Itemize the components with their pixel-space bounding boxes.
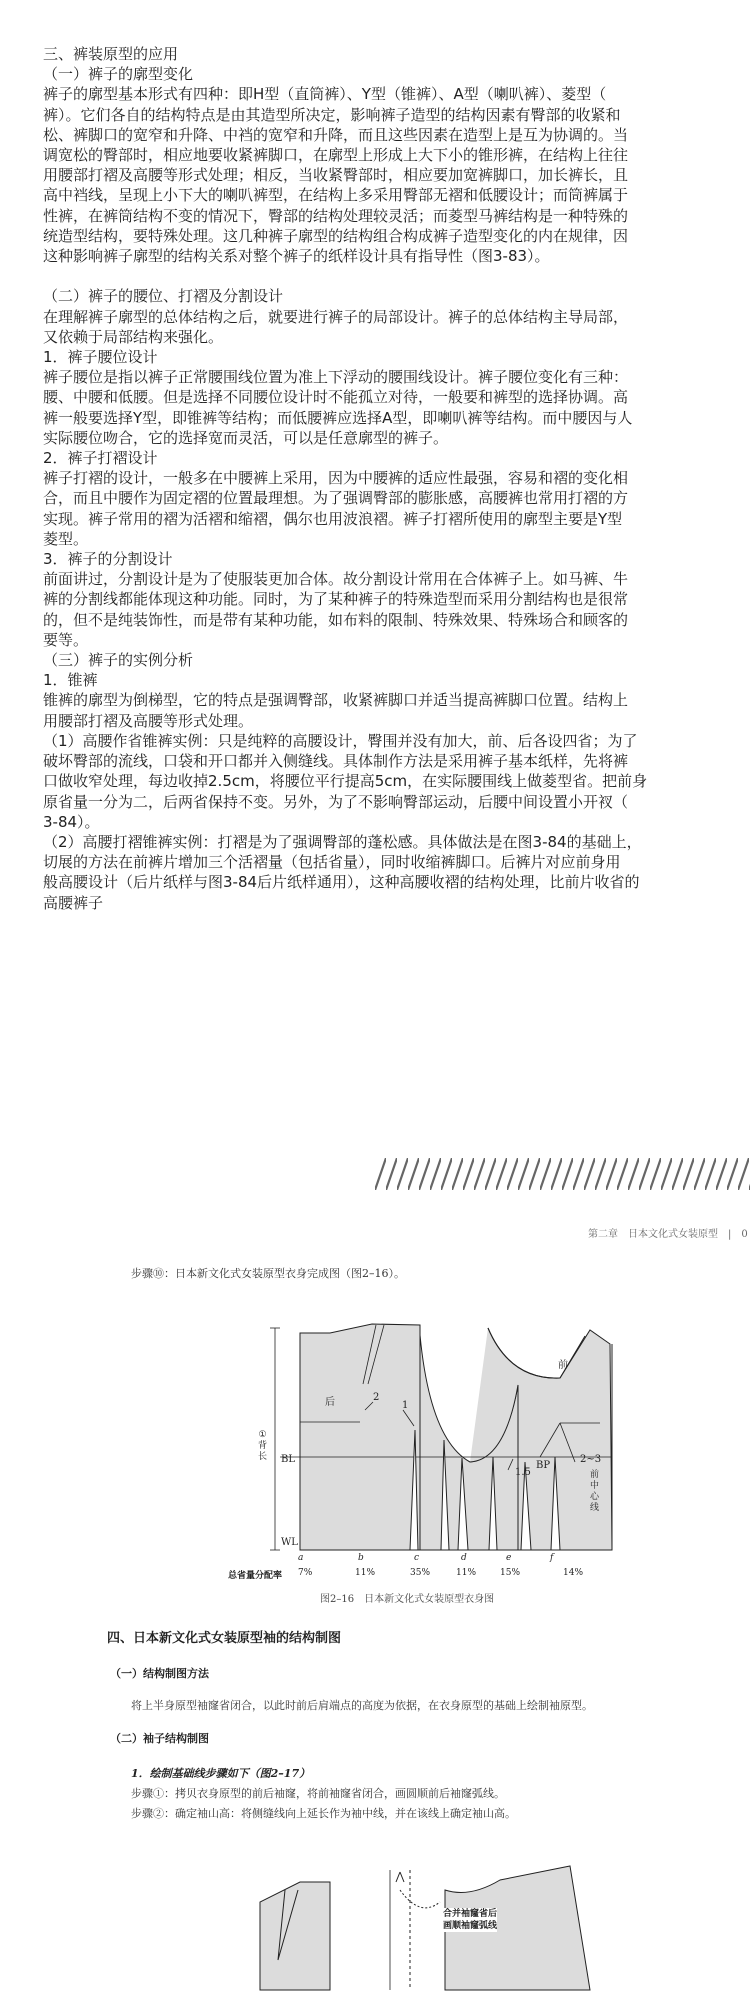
article-line: 松、裤脚口的宽窄和升降、中裆的宽窄和升降，而且这些因素在造型上是互为协调的。当: [43, 125, 629, 144]
dart-letter: e: [506, 1553, 512, 1563]
article-line: 三、裤装原型的应用: [43, 45, 179, 63]
article-line: 1．锥裤: [43, 671, 98, 690]
article-line: 前面讲过，分割设计是为了使服装更加合体。故分割设计常用在合体裤子上。如马裤、牛: [43, 570, 629, 589]
dart-percent: 11%: [355, 1568, 376, 1578]
article-line: （一）裤子的廓型变化: [43, 65, 194, 84]
dart-row-label: 总省量分配率: [228, 1571, 283, 1581]
sleeve-draft-figure: [0, 1830, 750, 2000]
article-line: 原省量一分为二，后两省保持不变。另外，为了不影响臀部运动，后腰中间设置小开衩（: [43, 792, 629, 811]
dart-letter: a: [298, 1553, 304, 1563]
article-line: 这种影响裤子廓型的结构关系对整个裤子的纸样设计具有指导性（图3-83）。: [43, 247, 550, 266]
dart-percent: 11%: [456, 1568, 477, 1578]
dart-percent: 7%: [298, 1568, 313, 1578]
dart-letter: b: [358, 1553, 364, 1563]
dim-15: 1.5: [515, 1467, 531, 1478]
figure-caption: 图2–16 日本新文化式女装原型衣身图: [320, 1594, 495, 1605]
article-line: 裤）。它们各自的结构特点是由其造型所决定，影响裤子造型的结构因素有臀部的收紧和: [43, 105, 621, 124]
dim-23: 2~3: [580, 1454, 602, 1465]
article-line: 裤的分割线都能体现这种功能。同时，为了某种裤子的特殊造型而采用分割结构也是很常: [43, 590, 629, 609]
dart-letter: c: [414, 1553, 420, 1563]
dart-percent: 15%: [500, 1568, 521, 1578]
bodice-draft-figure: [0, 1140, 750, 1640]
article-line: 要等。: [43, 630, 89, 649]
label-front-center: 前 中 心 线: [590, 1470, 600, 1513]
article-line: 2．裤子打褶设计: [43, 449, 158, 468]
article-line: 实际腰位吻合，它的选择宽而灵活，可以是任意廓型的裤子。: [43, 428, 449, 447]
article-line: 口做收窄处理，每边收掉2.5cm，将腰位平行提高5cm，在实际腰围线上做菱型省。把前身: [43, 772, 648, 791]
article-line: （2）高腰打褶锥裤实例：打褶是为了强调臀部的蓬松感。具体做法是在图3-84的基础上，: [43, 832, 642, 851]
dart-percent: 35%: [410, 1568, 431, 1578]
article-line: 调宽松的臀部时，相应地要收紧裤脚口，在廓型上形成上大下小的锥形裤，在结构上往往: [43, 146, 629, 165]
article-line: 3．裤子的分割设计: [43, 550, 173, 569]
dart-letter: d: [461, 1553, 467, 1563]
label-wl: WL: [281, 1537, 298, 1548]
back-bodice-shape: [300, 1324, 420, 1550]
list-item-1: 1．绘制基础线步骤如下（图2–17）: [131, 1767, 311, 1780]
running-header: 第二章 日本文化式女装原型 | 0: [588, 1229, 748, 1240]
paragraph-1: 将上半身原型袖窿省闭合，以此时前后肩端点的高度为依据，在衣身原型的基础上绘制袖原型。: [131, 1699, 593, 1712]
dim-1: 1: [402, 1400, 409, 1411]
article-line: （1）高腰作省锥裤实例：只是纯粹的高腰设计，臀围并没有加大，前、后各设四省；为了: [43, 731, 638, 750]
subsection-title-1: （一）结构制图方法: [110, 1667, 209, 1680]
article-line: 高腰裤子: [43, 893, 104, 912]
article-line: 的，但不是纯装饰性，而是带有某种功能，如布料的限制、特殊效果、特殊场合和顾客的: [43, 610, 629, 629]
article-line: 般高腰设计（后片纸样与图3-84后片纸样通用），这种高腰收褶的结构处理，比前片收省的: [43, 873, 640, 892]
article-line: 1．裤子腰位设计: [43, 348, 158, 367]
article-line: 菱型。: [43, 529, 89, 548]
dart-percent: 14%: [563, 1568, 584, 1578]
label-bp: BP: [536, 1460, 551, 1471]
sleeve-note: 合并袖窿省后 画顺袖窿弧线: [443, 1909, 498, 1931]
article-line: 裤子腰位是指以裤子正常腰围线位置为准上下浮动的腰围线设计。裤子腰位变化有三种：: [43, 368, 629, 387]
article-line: 又依赖于局部结构来强化。: [43, 327, 224, 346]
article-line: 性裤，在裤筒结构不变的情况下，臀部的结构处理较灵活；而菱型马裤结构是一种特殊的: [43, 206, 629, 225]
article-line: 破坏臀部的流线，口袋和开口都并入侧缝线。具体制作方法是采用裤子基本纸样，先将裤: [43, 752, 629, 771]
article-line: 裤子打褶的设计，一般多在中腰裤上采用，因为中腰裤的适应性最强，容易和褶的变化相: [43, 469, 629, 488]
article-line: 实现。裤子常用的褶为活褶和缩褶，偶尔也用波浪褶。裤子打褶所使用的廓型主要是Y型: [43, 509, 623, 528]
article-line: 用腰部打褶及高腰等形式处理。: [43, 711, 254, 730]
article-line: 高中裆线，呈现上小下大的喇叭裤型，在结构上多采用臀部无褶和低腰设计；而筒裤属于: [43, 186, 629, 205]
dim-2: 2: [373, 1392, 380, 1403]
article-line: 在理解裤子廓型的总体结构之后，就要进行裤子的局部设计。裤子的总体结构主导局部，: [43, 307, 629, 326]
step-caption: 步骤⑩：日本新文化式女装原型衣身完成图（图2–16）。: [131, 1267, 405, 1280]
article-line: [43, 266, 750, 286]
article-line: 裤一般要选择Y型，即锥裤等结构；而低腰裤应选择A型，即喇叭裤等结构。而中腰因与人: [43, 408, 633, 427]
article-line: 切展的方法在前裤片增加三个活褶量（包括省量），同时收缩裤脚口。后裤片对应前身用: [43, 853, 621, 872]
step-1: 步骤①：拷贝衣身原型的前后袖窿，将前袖窿省闭合，画圆顺前后袖窿弧线。: [131, 1787, 505, 1800]
label-back-length: ① 背 长: [258, 1430, 268, 1462]
article-text: [43, 44, 750, 913]
label-bl: BL: [281, 1454, 295, 1465]
step-2: 步骤②：确定袖山高：将侧缝线向上延长作为袖中线，并在该线上确定袖山高。: [131, 1807, 516, 1820]
label-back: 后: [325, 1397, 335, 1408]
article-line: 统造型结构，要特殊处理。这几种裤子廓型的结构组合构成裤子造型变化的内在规律，因: [43, 226, 629, 245]
section-title: 四、日本新文化式女装原型袖的结构制图: [107, 1631, 342, 1646]
article-line: 腰、中腰和低腰。但是选择不同腰位设计时不能孤立对待，一般要和裤型的选择协调。高: [43, 388, 629, 407]
article-line: 锥裤的廓型为倒梯型，它的特点是强调臀部，收紧裤脚口并适当提高裤脚口位置。结构上: [43, 691, 629, 710]
article-line: 裤子的廓型基本形式有四种：即H型（直筒裤）、Y型（锥裤）、A型（喇叭裤）、菱型（: [43, 85, 607, 104]
article-line: （二）裤子的腰位、打褶及分割设计: [43, 287, 284, 306]
subsection-title-2: （二）袖子结构制图: [110, 1732, 209, 1745]
label-front: 前: [558, 1360, 568, 1371]
dart-letter: f: [550, 1553, 554, 1563]
article-line: 用腰部打褶及高腰等形式处理；相反，当收紧臀部时，相应要加宽裤脚口，加长裤长，且: [43, 166, 629, 185]
textbook-page: [0, 1140, 750, 2000]
article-line: （三）裤子的实例分析: [43, 651, 194, 670]
article-line: 合，而且中腰作为固定褶的位置最理想。为了强调臀部的膨胀感，高腰裤也常用打褶的方: [43, 489, 629, 508]
article-line: 3-84）。: [43, 812, 100, 831]
